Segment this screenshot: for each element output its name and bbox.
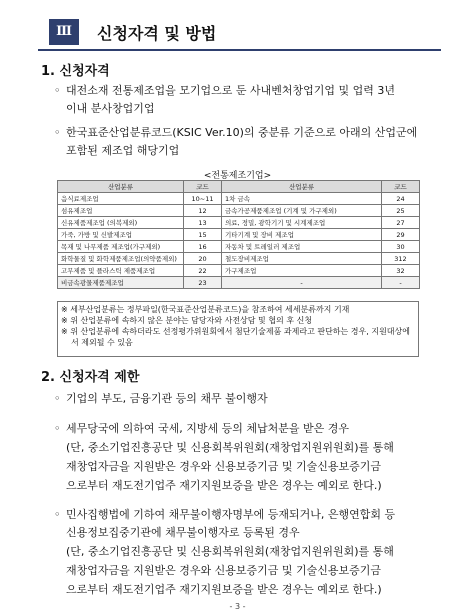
table-cell: 12	[184, 205, 222, 217]
list-item	[54, 82, 446, 118]
column-header: 산업분류	[58, 181, 184, 193]
exception-line: 재창업자금을 지원받은 경우와 신용보증기금 및 기술신용보증기금	[66, 460, 382, 473]
exception-line: 으로부터 재도전기업주 재기지원보증을 받은 경우는 예외로 한다.)	[66, 479, 382, 492]
table-cell: 화학물질 및 화학제품제조업(의약품제외)	[58, 253, 184, 265]
table-notes	[57, 301, 419, 357]
table-row	[58, 217, 420, 229]
list-item-line: 이내 분사창업기업	[66, 102, 155, 115]
table-row	[58, 265, 420, 277]
table-row	[58, 253, 420, 265]
table-cell: 철도장비제조업	[222, 253, 382, 265]
table-cell: 29	[382, 229, 420, 241]
list-item-line: 대전소재 전통제조업을 모기업으로 둔 사내벤처창업기업 및 업력 3년	[66, 84, 396, 97]
subsection-heading-1: 1. 신청자격	[41, 64, 110, 79]
table-cell: 고무제품 및 플라스틱 제품제조업	[58, 265, 184, 277]
table-cell: 음식료제조업	[58, 193, 184, 205]
table-row	[58, 205, 420, 217]
list-item-line: 한국표준산업분류코드(KSIC Ver.10)의 중분류 기준으로 아래의 산업군에	[66, 126, 418, 139]
table-cell: -	[382, 277, 420, 289]
list-item-line: 기업의 부도, 금융기관 등의 채무 불이행자	[66, 392, 268, 405]
exception-line: (단, 중소기업진흥공단 및 신용회복위원회(재창업지원위원회)를 통해	[66, 441, 394, 454]
bullet-dot-icon: ◦	[54, 392, 61, 405]
table-caption: <전통제조기업>	[203, 171, 272, 181]
table-cell: 신유제품제조업 (의복제외)	[58, 217, 184, 229]
table-cell: 금속가공제품제조업 (기계 및 가구제외)	[222, 205, 382, 217]
table-cell: -	[222, 277, 382, 289]
column-header: 산업분류	[222, 181, 382, 193]
section-title: 신청자격 및 방법	[97, 24, 217, 43]
table-cell: 25	[382, 205, 420, 217]
page-number: - 3 -	[229, 602, 246, 611]
list-item	[54, 506, 446, 542]
table-cell: 32	[382, 265, 420, 277]
table-cell: 가구제조업	[222, 265, 382, 277]
table-cell: 27	[382, 217, 420, 229]
table-cell: 기타기계 및 장비 제조업	[222, 229, 382, 241]
bullet-dot-icon: ◦	[54, 84, 61, 97]
list-item	[54, 390, 446, 408]
list-item	[54, 124, 446, 160]
bullet-dot-icon: ◦	[54, 422, 61, 435]
exception-line: (단, 중소기업진흥공단 및 신용회복위원회(재창업지원위원회)를 통해	[66, 545, 394, 558]
note-line: ※ 위 산업분류에 속하지 않은 분야는 담당자와 사전상담 및 협의 후 신청	[61, 316, 313, 325]
table-cell: 13	[184, 217, 222, 229]
exception-note	[66, 438, 451, 495]
table-cell: 비금속광물제품제조업	[58, 277, 184, 289]
industry-code-table	[57, 180, 420, 289]
table-cell: 15	[184, 229, 222, 241]
table-row	[58, 229, 420, 241]
table-cell: 의료, 정밀, 광학기기 및 시계제조업	[222, 217, 382, 229]
table-cell: 312	[382, 253, 420, 265]
note-line: ※ 세부산업분류는 정부파일(한국표준산업분류코드)을 참조하여 세세분류까지 기재	[61, 305, 350, 314]
table-cell: 23	[184, 277, 222, 289]
table-cell: 1차 금속	[222, 193, 382, 205]
bullet-dot-icon: ◦	[54, 508, 61, 521]
table-cell: 가죽, 가방 및 신발제조업	[58, 229, 184, 241]
table-row	[58, 241, 420, 253]
note-line: ※ 위 산업분류에 속하더라도 선정평가위원회에서 첨단기술제품 과제라고 판단하는 경우, 지원대상에서 제외될 수 있음	[61, 327, 410, 347]
exception-line: 재창업자금을 지원받은 경우와 신용보증기금 및 기술신용보증기금	[66, 564, 382, 577]
list-item-line: 민사집행법에 기하여 채무불이행자명부에 등재되거나, 은행연합회 등	[66, 508, 396, 521]
table-row	[58, 193, 420, 205]
table-cell: 섬유제조업	[58, 205, 184, 217]
list-item-line: 세무당국에 의하여 국세, 지방세 등의 체납처분을 받은 경우	[66, 422, 349, 435]
table-cell: 목재 및 나무제품 제조업(가구제외)	[58, 241, 184, 253]
table-cell: 20	[184, 253, 222, 265]
exception-note	[66, 542, 451, 599]
subsection-heading-2: 2. 신청자격 제한	[41, 370, 140, 385]
table-cell: 24	[382, 193, 420, 205]
table-header-row	[58, 181, 420, 193]
table-cell: 22	[184, 265, 222, 277]
table-cell: 30	[382, 241, 420, 253]
column-header: 코드	[382, 181, 420, 193]
column-header: 코드	[184, 181, 222, 193]
list-item-line: 신용정보집중기관에 채무불이행자로 등록된 경우	[66, 526, 300, 539]
exception-line: 으로부터 재도전기업주 재기지원보증을 받은 경우는 예외로 한다.)	[66, 583, 382, 596]
list-item-line: 포함된 제조업 해당기업	[66, 144, 180, 157]
table-cell: 16	[184, 241, 222, 253]
table-cell: 자동차 및 트레일러 제조업	[222, 241, 382, 253]
section-header	[38, 17, 441, 51]
bullet-dot-icon: ◦	[54, 126, 61, 139]
table-cell: 10~11	[184, 193, 222, 205]
list-item	[54, 420, 446, 438]
table-row	[58, 277, 420, 289]
roman-numeral-badge: Ⅲ	[49, 19, 79, 45]
